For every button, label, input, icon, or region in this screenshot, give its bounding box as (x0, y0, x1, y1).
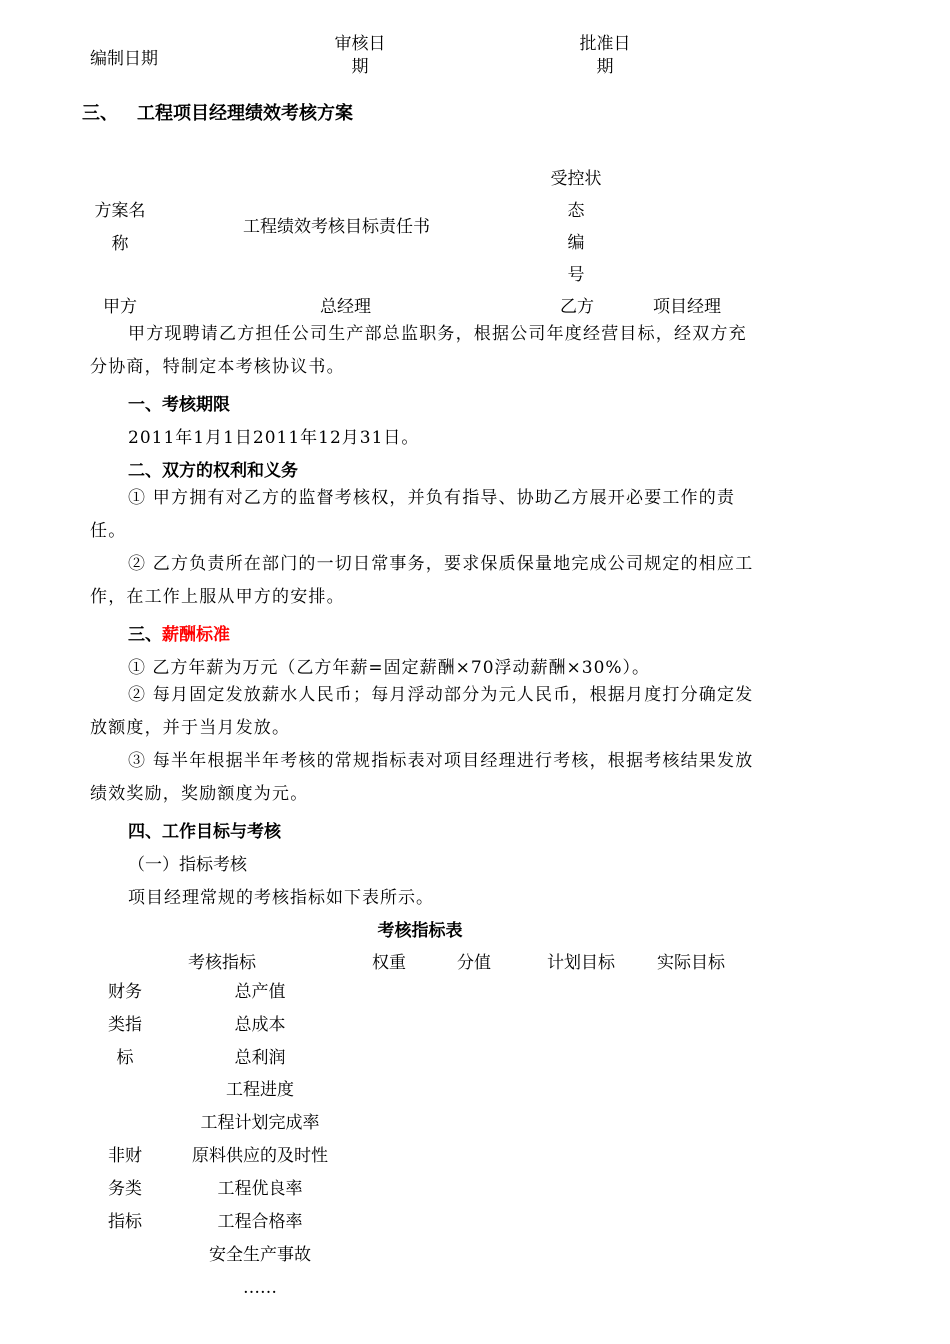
control-status-line1: 受控状 (550, 169, 602, 189)
kpi-item: 原料供应的及时性 (192, 1146, 328, 1166)
kpi-header-actual: 实际目标 (657, 953, 725, 973)
heading-pay-title: 薪酬标准 (162, 625, 230, 645)
heading-period: 一、考核期限 (128, 395, 230, 415)
right2-paragraph: ② 乙方负责所在部门的一切日常事务，要求保质保量地完成公司规定的相应工作，在工作上服从甲方的安排。 (90, 554, 754, 607)
kpi-table-title: 考核指标表 (377, 921, 463, 941)
nonfinancial-category-line1: 非财 (108, 1146, 142, 1166)
plan-name-line1: 方案名 (94, 201, 146, 221)
nonfinancial-category-line3: 指标 (108, 1212, 142, 1232)
kpi-item: 安全生产事故 (209, 1245, 311, 1265)
right1-paragraph: ① 甲方拥有对乙方的监督考核权，并负有指导、协助乙方展开必要工作的责任。 (90, 488, 736, 541)
review-date-line2: 期 (351, 57, 369, 77)
number-line2: 号 (567, 265, 585, 285)
kpi-intro: 项目经理常规的考核指标如下表所示。 (128, 888, 434, 908)
approve-date-line2: 期 (596, 57, 614, 77)
nonfinancial-category-line2: 务类 (108, 1179, 142, 1199)
plan-name-label (80, 195, 160, 261)
financial-category-line3: 标 (116, 1048, 134, 1068)
kpi-header-weight: 权重 (372, 953, 406, 973)
heading-pay (128, 620, 230, 645)
kpi-item: 工程进度 (226, 1080, 294, 1100)
section3-title: 工程项目经理绩效考核方案 (137, 103, 353, 124)
party-a-value: 总经理 (320, 297, 371, 317)
kpi-header-plan: 计划目标 (547, 953, 615, 973)
review-date-label (320, 33, 400, 79)
nonfinancial-category (85, 1140, 165, 1239)
control-status-label (536, 163, 616, 291)
pay1-text: ① 乙方年薪为万元（乙方年薪=固定薪酬×70浮动薪酬×30%）。 (128, 658, 651, 678)
kpi-item: 工程优良率 (217, 1179, 303, 1199)
pay2-paragraph: ② 每月固定发放薪水人民币；每月浮动部分为元人民币，根据月度打分确定发放额度，并于当月发放。 (90, 685, 754, 738)
heading-rights: 二、双方的权利和义务 (128, 461, 298, 481)
financial-category-line2: 类指 (108, 1015, 142, 1035)
compile-date-label: 编制日期 (90, 49, 158, 69)
section3-number: 三、 (82, 103, 118, 124)
heading-pay-number: 三、 (128, 625, 162, 645)
financial-items (170, 976, 350, 1075)
approve-date-line1: 批准日 (579, 34, 631, 54)
period-text: 2011年1月1日2011年12月31日。 (128, 428, 420, 448)
kpi-item: 工程计划完成率 (200, 1113, 320, 1133)
review-date-line1: 审核日 (334, 34, 386, 54)
kpi-item: …… (243, 1278, 277, 1298)
control-status-line2: 态 (567, 201, 585, 221)
financial-category (85, 976, 165, 1075)
kpi-item: 总成本 (234, 1015, 286, 1035)
kpi-header-score: 分值 (457, 953, 491, 973)
party-b-value: 项目经理 (653, 297, 721, 317)
kpi-item: 总产值 (234, 982, 286, 1002)
party-a-label: 甲方 (103, 297, 137, 317)
sub-heading-kpi: （一）指标考核 (128, 855, 247, 875)
intro-paragraph: 甲方现聘请乙方担任公司生产部总监职务，根据公司年度经营目标，经双方充分协商，特制定本考核协议书。 (90, 324, 747, 377)
financial-category-line1: 财务 (108, 982, 142, 1002)
pay3-paragraph: ③ 每半年根据半年考核的常规指标表对项目经理进行考核，根据考核结果发放绩效奖励，奖励额度为元。 (90, 751, 754, 804)
kpi-item: 工程合格率 (217, 1212, 303, 1232)
party-b-label: 乙方 (560, 297, 594, 317)
kpi-header-indicator: 考核指标 (188, 953, 256, 973)
kpi-item: 总利润 (234, 1048, 286, 1068)
heading-goals: 四、工作目标与考核 (128, 822, 281, 842)
nonfinancial-items (170, 1074, 350, 1305)
plan-name-line2: 称 (111, 234, 129, 254)
approve-date-label (565, 33, 645, 79)
plan-name-value: 工程绩效考核目标责任书 (243, 217, 430, 237)
number-line1: 编 (567, 233, 585, 253)
